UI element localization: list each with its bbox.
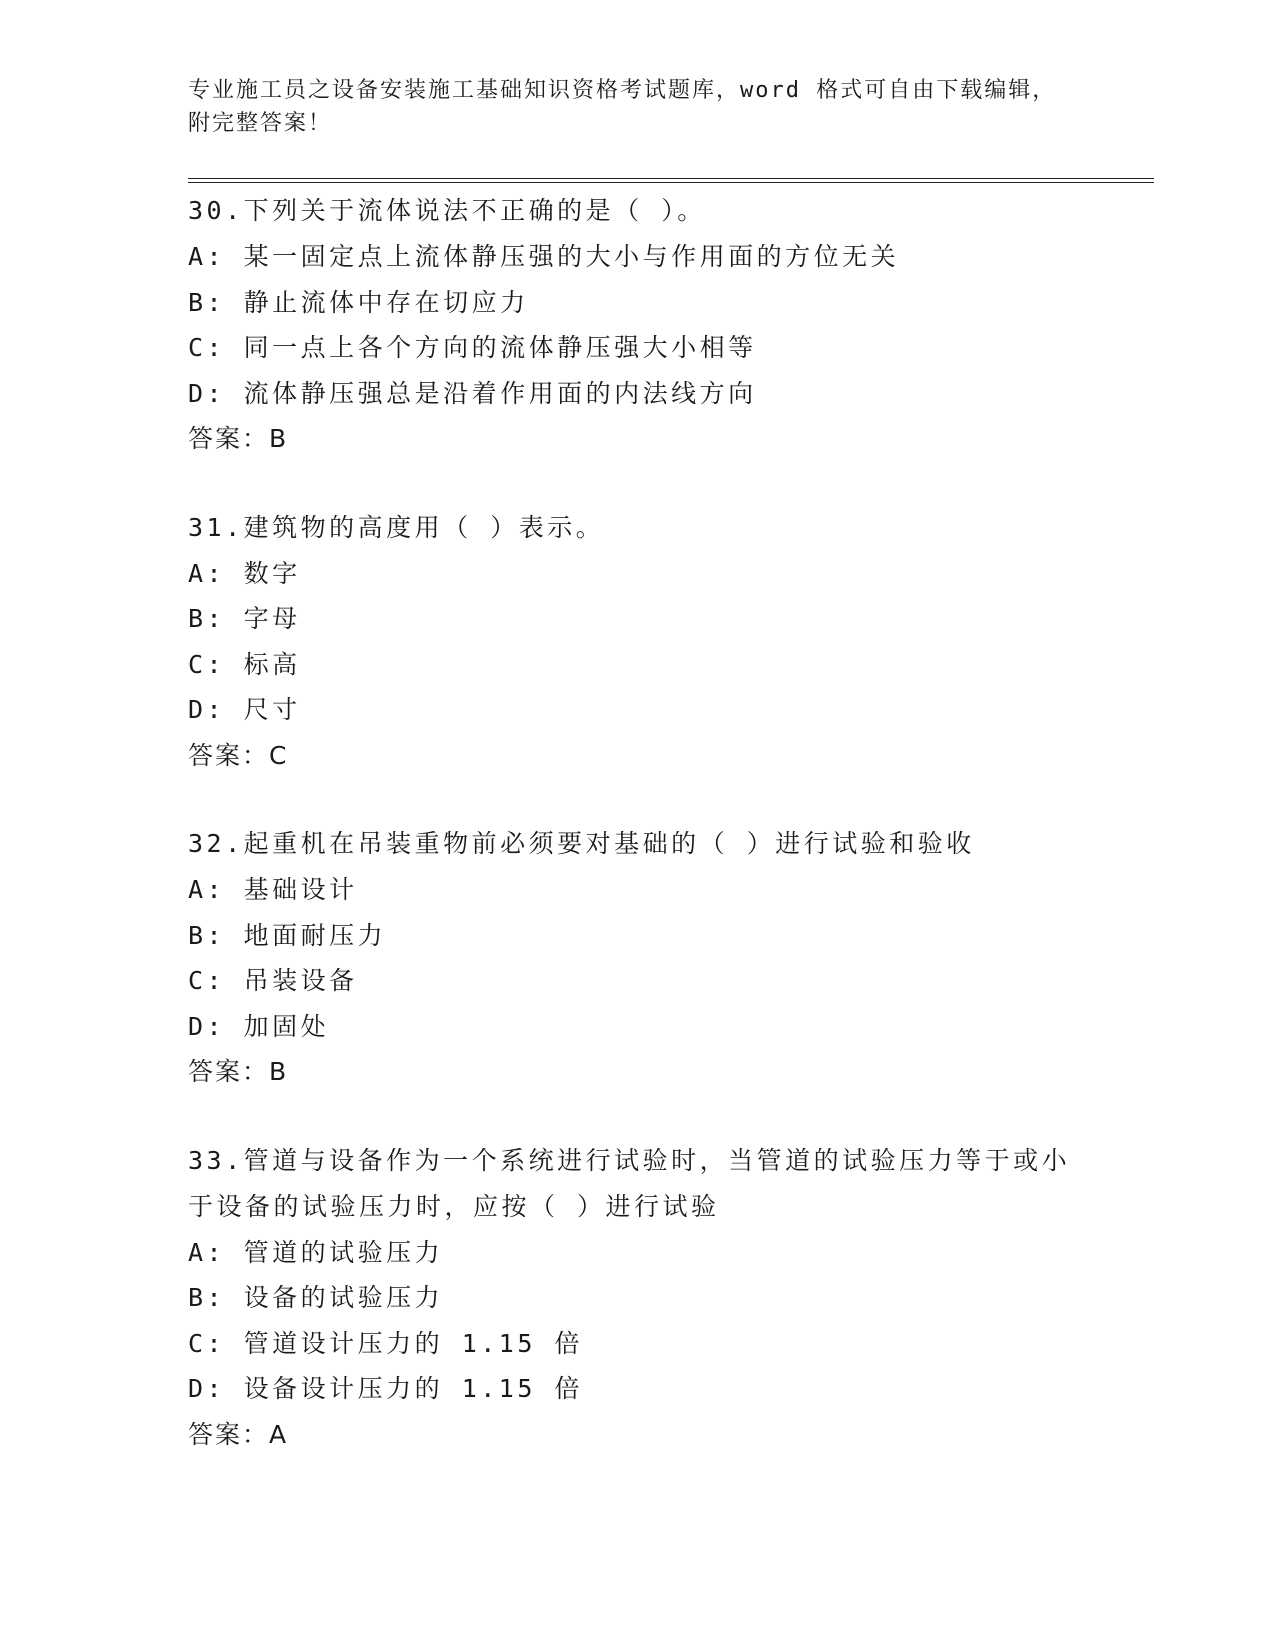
answer: 答案：B — [188, 424, 289, 453]
question-stem: 31.建筑物的高度用（ ）表示。 — [188, 512, 605, 542]
option-a: A: 数字 — [188, 558, 301, 588]
option-b: B: 字母 — [188, 604, 301, 633]
question-33 — [188, 1138, 1088, 1458]
option-d: D: 流体静压强总是沿着作用面的内法线方向 — [188, 378, 757, 408]
option-b: B: 静止流体中存在切应力 — [188, 287, 529, 317]
answer: 答案：A — [188, 1419, 289, 1449]
answer: 答案：C — [188, 740, 289, 770]
header-divider-top — [188, 178, 1154, 179]
option-d: D: 设备设计压力的 1.15 倍 — [188, 1374, 583, 1403]
question-stem-line-2: 于设备的试验压力时，应按（ ）进行试验 — [188, 1191, 720, 1221]
question-30 — [188, 188, 1088, 462]
option-a: A: 管道的试验压力 — [188, 1237, 444, 1267]
header-line-1: 专业施工员之设备安装施工基础知识资格考试题库，word 格式可自由下载编辑， — [188, 78, 1057, 103]
option-c: C: 同一点上各个方向的流体静压强大小相等 — [188, 333, 757, 362]
question-stem-line-1: 33.管道与设备作为一个系统进行试验时，当管道的试验压力等于或小 — [188, 1145, 1071, 1175]
option-a: A: 某一固定点上流体静压强的大小与作用面的方位无关 — [188, 242, 900, 271]
option-c: C: 吊装设备 — [188, 966, 358, 995]
option-c: C: 标高 — [188, 649, 301, 679]
question-stem: 32.起重机在吊装重物前必须要对基础的（ ）进行试验和验收 — [188, 829, 975, 858]
question-stem: 30.下列关于流体说法不正确的是（ ）。 — [188, 196, 706, 225]
option-c: C: 管道设计压力的 1.15 倍 — [188, 1328, 583, 1358]
option-b: B: 地面耐压力 — [188, 920, 387, 950]
header-line-2: 附完整答案！ — [188, 111, 333, 136]
question-31 — [188, 505, 1088, 779]
answer: 答案：B — [188, 1057, 289, 1086]
document-header — [188, 74, 1088, 140]
option-a: A: 基础设计 — [188, 875, 358, 904]
option-b: B: 设备的试验压力 — [188, 1283, 444, 1312]
question-32 — [188, 821, 1088, 1095]
option-d: D: 加固处 — [188, 1011, 330, 1041]
header-divider-bottom — [188, 182, 1154, 183]
option-d: D: 尺寸 — [188, 695, 301, 724]
question-list — [188, 188, 1088, 1500]
